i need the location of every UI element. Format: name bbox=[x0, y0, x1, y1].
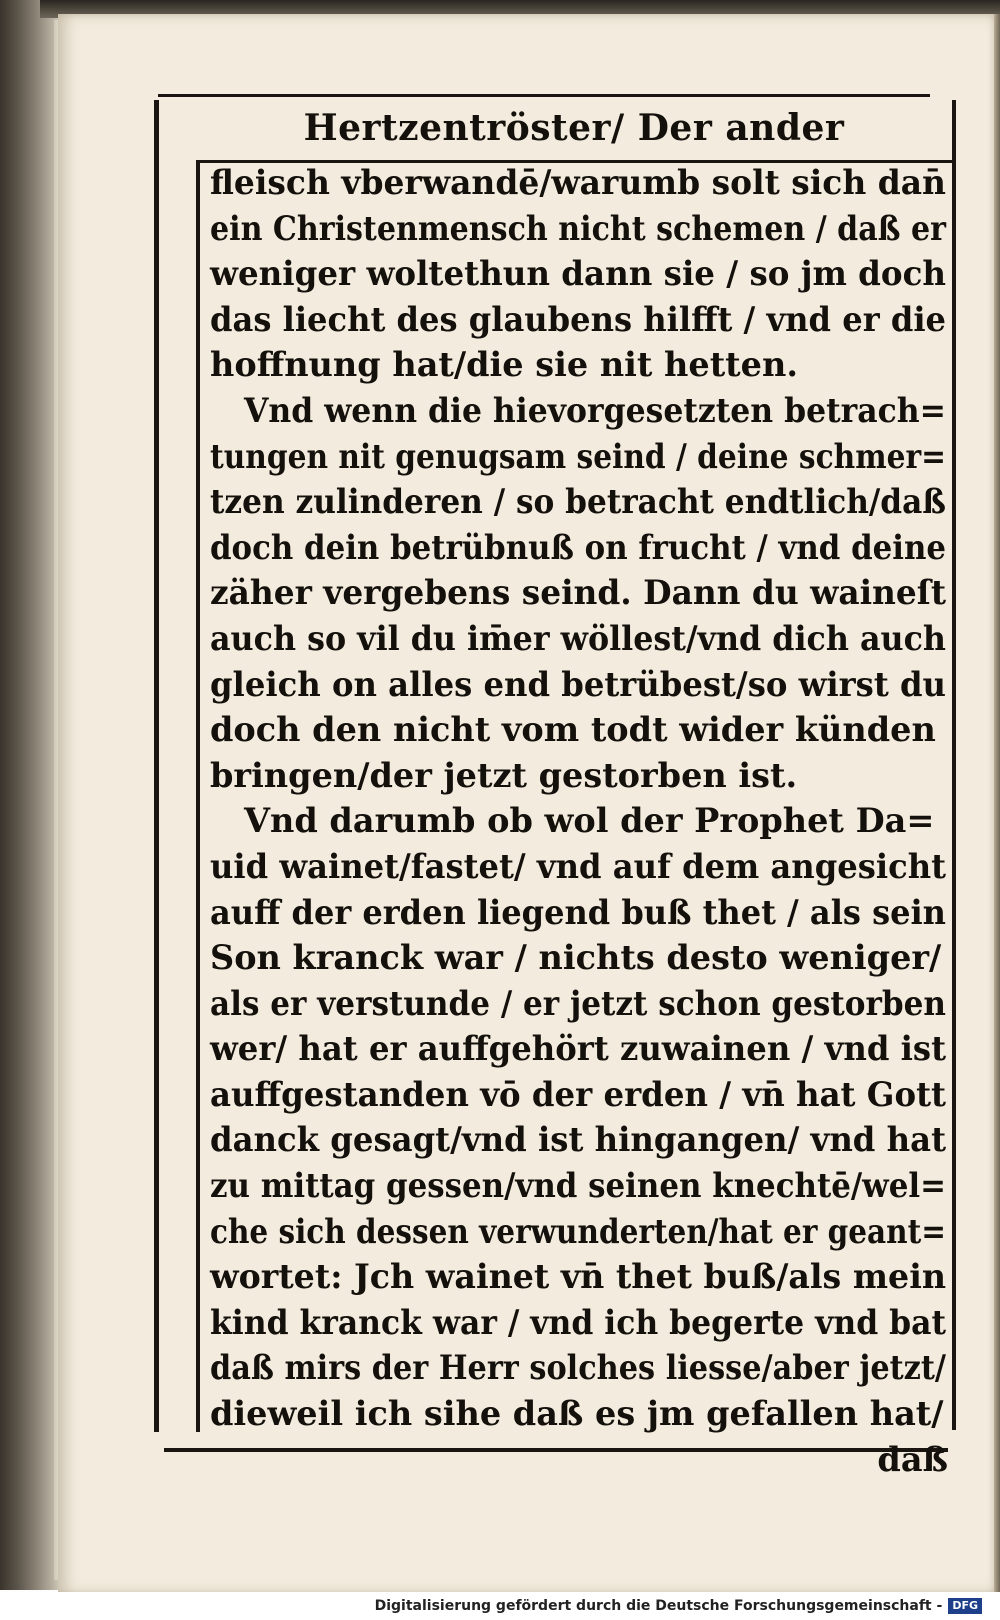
text-line: auch so vil du im̄er wöllest/vnd dich auch bbox=[210, 618, 946, 658]
body-text bbox=[210, 160, 948, 1479]
text-line: Vnd wenn die hievorgesetzten betrach= bbox=[244, 390, 946, 430]
text-line: kind kranck war / vnd ich begerte vnd bat bbox=[210, 1302, 946, 1342]
text-line: doch den nicht vom todt wider künden bbox=[210, 710, 936, 750]
text-line: Vnd darumb ob wol der Prophet Da= bbox=[244, 801, 935, 841]
text-line: daß mirs der Herr solches liesse/aber jetzt/ bbox=[210, 1348, 946, 1388]
text-line: Son kranck war / nichts desto weniger/ bbox=[210, 938, 942, 978]
page-right-edge bbox=[994, 14, 1000, 1594]
frame-left-rule bbox=[154, 100, 159, 1432]
text-line: auff der erden liegend buß thet / als sein bbox=[210, 892, 946, 932]
frame-right-rule bbox=[952, 100, 956, 1430]
text-line: tungen nit genugsam seind / deine schmer= bbox=[210, 436, 946, 476]
text-line: wer/ hat er auffgehört zuwainen / vnd ist bbox=[210, 1029, 946, 1069]
text-line: ein Christenmensch nicht schemen / daß er bbox=[210, 208, 946, 248]
text-line: tzen zulinderen / so betracht endtlich/daß bbox=[210, 482, 946, 522]
text-line: dieweil ich sihe daß es jm gefallen hat/ bbox=[210, 1394, 944, 1434]
text-line: doch dein betrübnuß on frucht / vnd deine bbox=[210, 527, 946, 567]
text-line: weniger woltethun dann sie / so jm doch bbox=[210, 254, 946, 294]
text-line: hoffnung hat/die sie nit hetten. bbox=[210, 345, 798, 385]
credit-text: Digitalisierung gefördert durch die Deutsche Forschungsgemeinschaft - bbox=[374, 1598, 943, 1614]
book-spine-edge bbox=[0, 0, 62, 1590]
running-head: Hertzentröster/ Der ander bbox=[303, 107, 845, 149]
digitization-credit bbox=[375, 1596, 982, 1616]
text-line: bringen/der jetzt gestorben ist. bbox=[210, 755, 798, 795]
text-line: wortet: Jch wainet vn̄ thet buß/als mein bbox=[210, 1257, 946, 1297]
text-line: das liecht des glaubens hilfft / vnd er die bbox=[210, 299, 946, 339]
text-line: uid wainet/fastet/ vnd auf dem angesicht bbox=[210, 846, 946, 886]
dfg-logo: DFG bbox=[948, 1598, 982, 1614]
text-line: che sich dessen verwunderten/hat er geant= bbox=[210, 1211, 946, 1251]
text-line: zu mittag gessen/vnd seinen knechtē/wel= bbox=[210, 1166, 946, 1206]
text-line: fleisch vberwandē/warumb solt sich dan̄ bbox=[210, 163, 946, 202]
text-line: gleich on alles end betrübest/so wirst du bbox=[210, 664, 946, 704]
text-line: daß bbox=[877, 1439, 948, 1479]
text-column-rule bbox=[196, 160, 200, 1432]
text-line: auffgestanden vō der erden / vn̄ hat Gott bbox=[210, 1074, 946, 1114]
text-line: zäher vergebens seind. Dann du waineſt bbox=[210, 573, 946, 613]
text-line: als er verstunde / er jetzt schon gestorben bbox=[210, 983, 946, 1023]
text-line: danck gesagt/vnd ist hingangen/ vnd hat bbox=[210, 1120, 946, 1160]
